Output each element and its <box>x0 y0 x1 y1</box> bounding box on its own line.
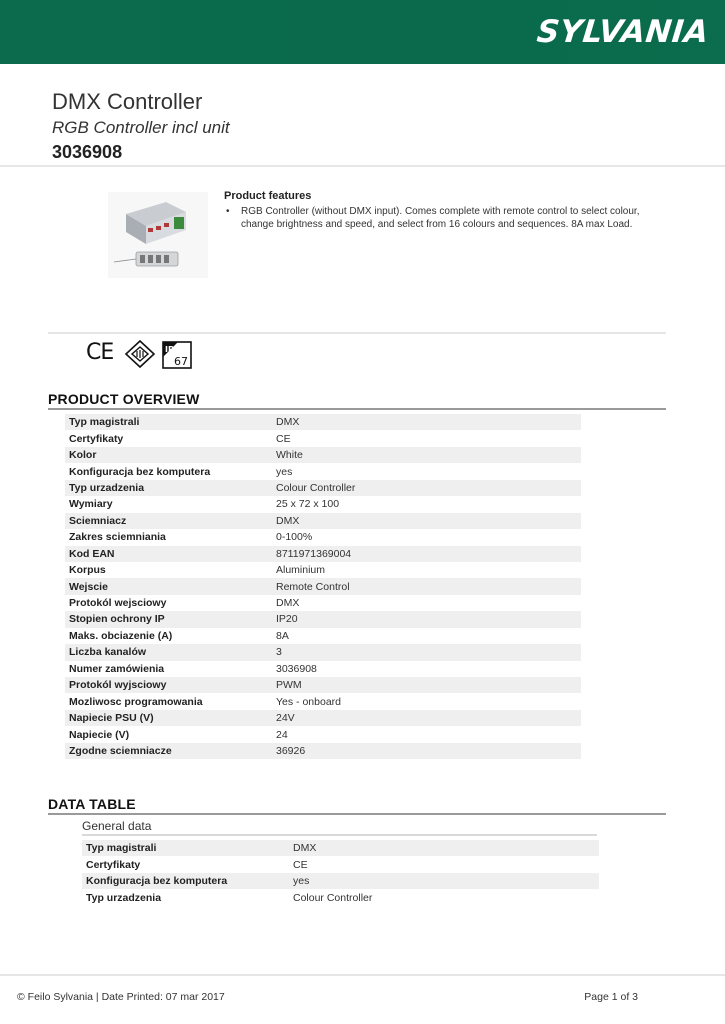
row-key: Korpus <box>69 564 106 577</box>
general-data-table <box>82 840 599 906</box>
row-key: Mozliwosc programowania <box>69 695 203 708</box>
row-key: Wymiary <box>69 498 113 511</box>
footer-page-number: Page 1 of 3 <box>584 991 638 1003</box>
product-code: 3036908 <box>52 142 123 162</box>
table-row <box>65 414 581 430</box>
row-key: Kod EAN <box>69 547 115 560</box>
table-row <box>82 889 599 905</box>
row-key: Typ urzadzenia <box>69 481 145 494</box>
table-row <box>82 856 599 872</box>
row-value: 24 <box>276 728 288 741</box>
row-value: DMX <box>276 597 300 610</box>
row-key: Protokól wyjsciowy <box>69 679 167 692</box>
row-value: 8A <box>276 629 289 642</box>
table-row <box>65 447 581 463</box>
row-key: Konfiguracja bez komputera <box>69 465 211 478</box>
general-data-rule <box>82 834 597 836</box>
row-key: Typ magistrali <box>69 416 140 429</box>
row-value: 36926 <box>276 744 306 757</box>
row-value: Colour Controller <box>276 481 356 494</box>
row-value: 25 x 72 x 100 <box>276 498 340 511</box>
row-key: Liczba kanalów <box>69 646 147 659</box>
datatable-rule <box>48 813 666 815</box>
row-value: yes <box>276 465 293 478</box>
row-key: Napiecie (V) <box>69 728 130 741</box>
row-key: Protokól wejsciowy <box>69 597 167 610</box>
row-value: DMX <box>276 514 300 527</box>
page-title: DMX Controller <box>52 89 203 114</box>
table-row <box>65 529 581 545</box>
table-row <box>65 496 581 512</box>
table-row <box>65 644 581 660</box>
features-list <box>224 205 669 231</box>
row-value: 3036908 <box>276 662 317 675</box>
product-overview-table <box>65 414 581 759</box>
table-row <box>65 546 581 562</box>
row-key: Certyfikaty <box>69 432 124 445</box>
row-key: Typ urzadzenia <box>86 891 162 904</box>
overview-title: PRODUCT OVERVIEW <box>48 391 200 407</box>
table-row <box>65 628 581 644</box>
general-data-heading: General data <box>82 819 152 833</box>
table-row <box>82 840 599 856</box>
table-row <box>65 677 581 693</box>
row-key: Zgodne sciemniacze <box>69 744 172 757</box>
footer-copyright: © Feilo Sylvania | Date Printed: 07 mar 2017 <box>17 991 225 1003</box>
row-key: Maks. obciazenie (A) <box>69 629 173 642</box>
table-row <box>65 463 581 479</box>
table-row <box>65 743 581 759</box>
bullet-icon: • <box>226 206 230 217</box>
overview-rule <box>48 408 666 410</box>
row-key: Wejscie <box>69 580 108 593</box>
ce-mark-icon: CE <box>86 340 114 365</box>
row-value: yes <box>293 875 310 888</box>
row-value: Yes - onboard <box>276 695 341 708</box>
table-row <box>65 513 581 529</box>
table-row <box>65 661 581 677</box>
header-divider <box>0 165 725 167</box>
row-value: Colour Controller <box>293 891 373 904</box>
row-value: Aluminium <box>276 564 326 577</box>
row-key: Certyfikaty <box>86 858 141 871</box>
row-key: Konfiguracja bez komputera <box>86 875 228 888</box>
table-row <box>65 595 581 611</box>
row-key: Zakres sciemniania <box>69 531 166 544</box>
ip-label: IP <box>165 345 174 354</box>
row-key: Kolor <box>69 449 97 462</box>
row-value: PWM <box>276 679 302 692</box>
row-value: 24V <box>276 712 295 725</box>
page-subtitle: RGB Controller incl unit <box>52 118 230 137</box>
table-row <box>65 562 581 578</box>
table-row <box>65 611 581 627</box>
table-row <box>82 873 599 889</box>
row-key: Napiecie PSU (V) <box>69 712 154 725</box>
table-row <box>65 710 581 726</box>
footer-divider <box>0 974 725 976</box>
row-key: Stopien ochrony IP <box>69 613 165 626</box>
ip-value: 67 <box>174 355 188 368</box>
table-row <box>65 480 581 496</box>
row-value: CE <box>293 858 308 871</box>
features-divider <box>48 332 666 334</box>
sylvania-logo: SYLVANIA <box>535 14 711 50</box>
row-value: Remote Control <box>276 580 350 593</box>
feature-item: RGB Controller (without DMX input). Comes complete with remote control to select colour, change brightness and speed, and select from 16 colours and sequences. 8A max Load. <box>241 206 640 230</box>
row-value: 0-100% <box>276 531 313 544</box>
datatable-title: DATA TABLE <box>48 796 136 812</box>
table-row <box>65 578 581 594</box>
row-value: 8711971369004 <box>276 547 352 560</box>
features-heading: Product features <box>224 190 312 202</box>
row-value: 3 <box>276 646 282 659</box>
row-key: Typ magistrali <box>86 842 157 855</box>
row-value: White <box>276 449 303 462</box>
brand-header-bar <box>0 0 725 64</box>
table-row <box>65 726 581 742</box>
row-key: Sciemniacz <box>69 514 127 527</box>
row-value: DMX <box>276 416 300 429</box>
table-row <box>65 430 581 446</box>
row-value: DMX <box>293 842 317 855</box>
row-value: CE <box>276 432 291 445</box>
table-row <box>65 693 581 709</box>
product-image <box>108 192 208 278</box>
ip-rating-icon <box>162 341 192 369</box>
class-ii-icon <box>124 339 156 369</box>
row-key: Numer zamówienia <box>69 662 165 675</box>
row-value: IP20 <box>276 613 298 626</box>
